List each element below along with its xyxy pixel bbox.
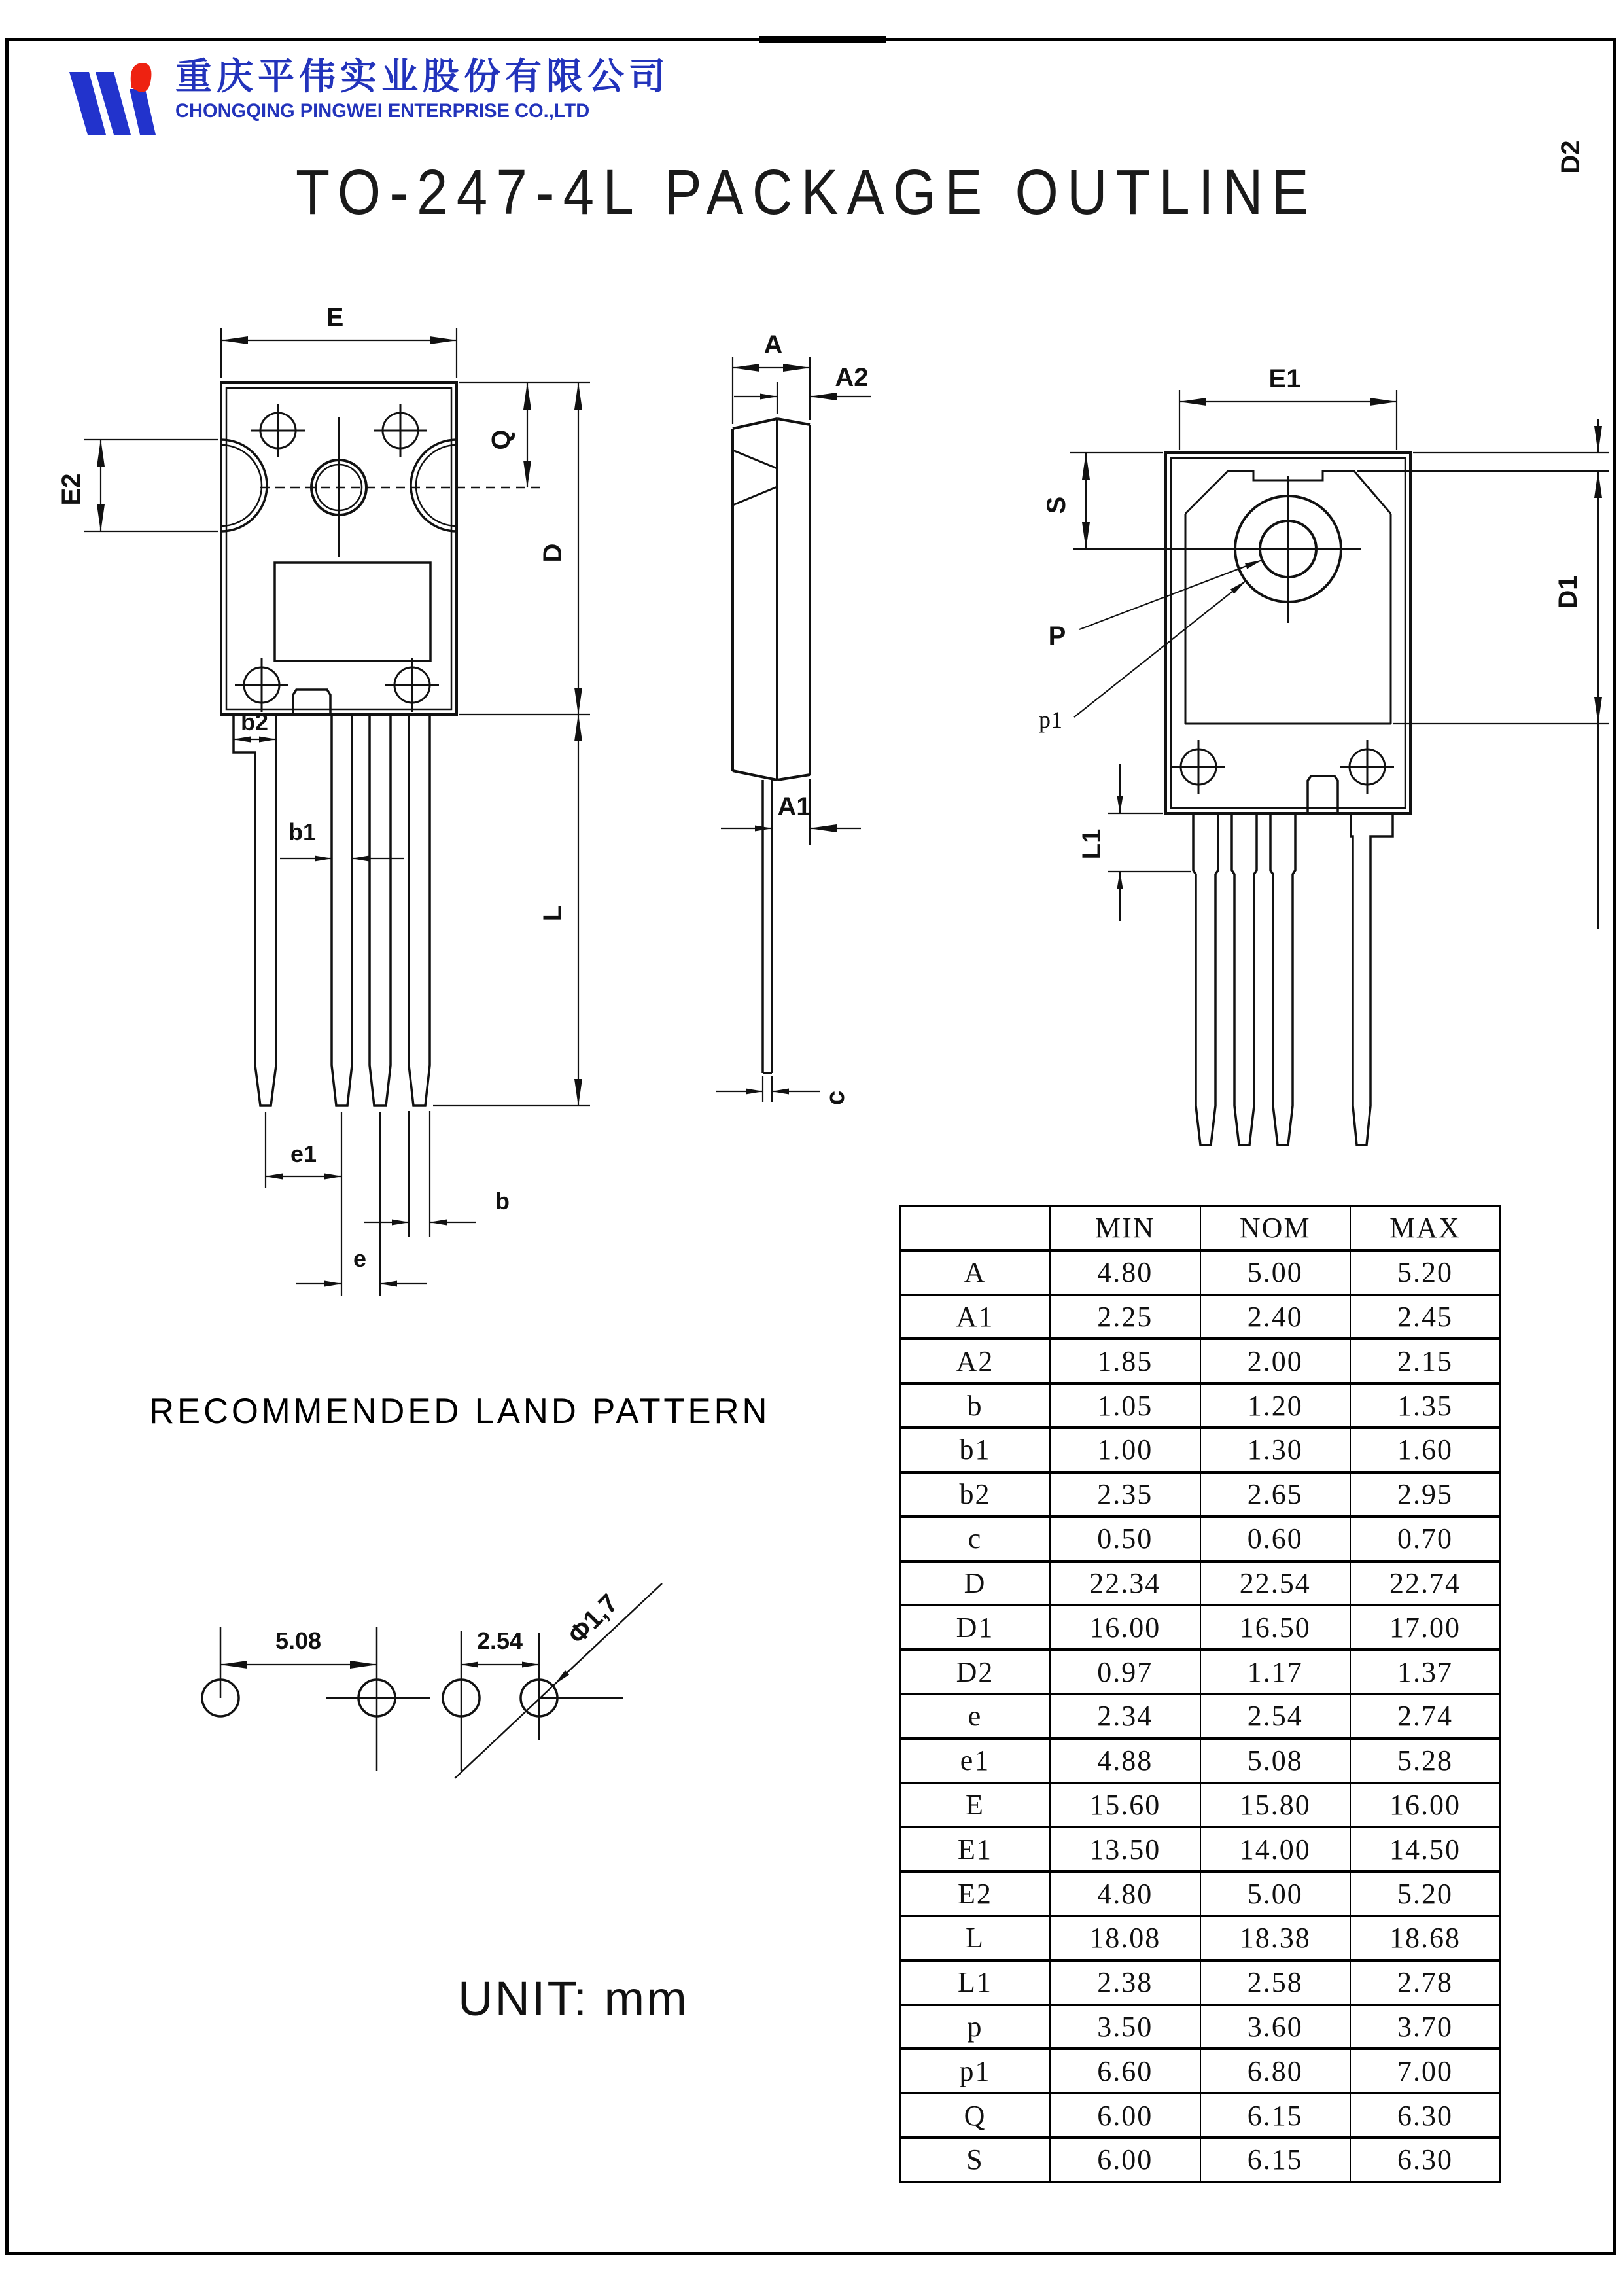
table-row [900,1694,1501,1739]
table-cell-symbol: p1 [900,2049,1051,2093]
table-cell-value: 2.40 [1200,1295,1351,1339]
table-cell-value: 16.00 [1050,1605,1200,1650]
company-name-english: CHONGQING PINGWEI ENTERPRISE CO.,LTD [175,99,590,122]
table-cell-value: 1.20 [1200,1383,1351,1428]
table-cell-value: 4.88 [1050,1739,1200,1783]
table-cell-symbol: D1 [900,1605,1051,1650]
table-cell-value: 14.50 [1350,1827,1501,1871]
table-cell-value: 4.80 [1050,1250,1200,1295]
table-cell-value: 15.60 [1050,1783,1200,1828]
table-row [900,1517,1501,1561]
table-row [900,1960,1501,2005]
table-cell-value: 4.80 [1050,1871,1200,1916]
dim-label-e1: e1 [290,1140,317,1167]
dim-label-b2: b2 [240,709,269,735]
table-row [900,1739,1501,1783]
table-row [900,1650,1501,1694]
table-cell-value: 3.60 [1200,2005,1351,2049]
dim-label-E2: E2 [57,473,86,506]
table-cell-symbol: b1 [900,1428,1051,1472]
table-cell-value: 6.30 [1350,2138,1501,2182]
table-row [900,2005,1501,2049]
table-row [900,1561,1501,1606]
table-cell-value: 5.08 [1200,1739,1351,1783]
table-row [900,1783,1501,1828]
dim-label-E1: E1 [1268,364,1301,393]
dimension-table-body [900,1250,1501,2182]
table-cell-symbol: Q [900,2093,1051,2138]
table-cell-value: 1.05 [1050,1383,1200,1428]
table-cell-value: 2.78 [1350,1960,1501,2005]
table-cell-value: 5.28 [1350,1739,1501,1783]
dim-label-b: b [495,1188,510,1214]
table-cell-value: 2.65 [1200,1472,1351,1517]
table-cell-value: 0.70 [1350,1517,1501,1561]
table-cell-value: 13.50 [1050,1827,1200,1871]
table-cell-value: 2.00 [1200,1339,1351,1383]
table-cell-value: 0.60 [1200,1517,1351,1561]
table-col-header: MIN [1050,1206,1200,1250]
unit-label: UNIT: mm [458,1971,689,2026]
table-cell-value: 18.08 [1050,1916,1200,1960]
table-cell-value: 1.60 [1350,1428,1501,1472]
table-cell-value: 22.34 [1050,1561,1200,1606]
dim-label-L: L [538,905,567,922]
dim-label-p1: p1 [1039,707,1062,733]
table-cell-symbol: e1 [900,1739,1051,1783]
table-cell-value: 1.35 [1350,1383,1501,1428]
table-cell-symbol: A1 [900,1295,1051,1339]
table-cell-value: 1.30 [1200,1428,1351,1472]
table-row [900,1827,1501,1871]
table-cell-value: 0.97 [1050,1650,1200,1694]
table-cell-symbol: b2 [900,1472,1051,1517]
table-cell-value: 6.60 [1050,2049,1200,2093]
land-pattern-pitch2-label: 2.54 [476,1627,523,1654]
dim-label-A2: A2 [835,363,869,392]
table-cell-value: 2.25 [1050,1295,1200,1339]
table-cell-symbol: L1 [900,1960,1051,2005]
dim-label-D: D [538,543,567,563]
table-cell-value: 14.00 [1200,1827,1351,1871]
table-row [900,1871,1501,1916]
table-cell-value: 2.54 [1200,1694,1351,1739]
table-cell-symbol: E2 [900,1871,1051,1916]
table-cell-value: 0.50 [1050,1517,1200,1561]
table-cell-value: 1.37 [1350,1650,1501,1694]
table-cell-value: 17.00 [1350,1605,1501,1650]
table-cell-value: 3.50 [1050,2005,1200,2049]
table-cell-value: 6.00 [1050,2093,1200,2138]
land-pattern-pitch1-label: 5.08 [275,1627,322,1654]
table-cell-value: 2.35 [1050,1472,1200,1517]
table-cell-value: 2.15 [1350,1339,1501,1383]
table-cell-symbol: L [900,1916,1051,1960]
table-row [900,2138,1501,2182]
table-cell-symbol: A2 [900,1339,1051,1383]
table-cell-value: 3.70 [1350,2005,1501,2049]
dim-label-Q: Q [487,429,515,450]
table-cell-value: 7.00 [1350,2049,1501,2093]
table-row [900,2049,1501,2093]
table-row [900,1383,1501,1428]
company-header [65,58,670,139]
side-view-drawing [716,330,871,1105]
dim-label-A: A [763,330,783,359]
table-cell-value: 2.45 [1350,1295,1501,1339]
dimension-table-head [900,1206,1501,1250]
table-row [900,1339,1501,1383]
dim-label-D2: D2 [1556,140,1585,174]
table-row [900,1295,1501,1339]
table-row [900,1428,1501,1472]
table-row [900,1250,1501,1295]
table-cell-symbol: e [900,1694,1051,1739]
dim-label-S: S [1042,496,1071,514]
table-cell-symbol: S [900,2138,1051,2182]
table-cell-value: 18.68 [1350,1916,1501,1960]
table-cell-value: 2.74 [1350,1694,1501,1739]
table-cell-value: 22.54 [1200,1561,1351,1606]
dim-label-b1: b1 [288,819,317,845]
table-cell-value: 6.00 [1050,2138,1200,2182]
table-cell-value: 16.00 [1350,1783,1501,1828]
dim-label-E: E [326,303,344,332]
table-row [900,2093,1501,2138]
table-cell-value: 22.74 [1350,1561,1501,1606]
table-cell-value: 1.85 [1050,1339,1200,1383]
table-col-header: MAX [1350,1206,1501,1250]
dim-label-c: c [821,1090,850,1106]
table-cell-value: 2.95 [1350,1472,1501,1517]
page-title: TO-247-4L PACKAGE OUTLINE [296,156,1318,228]
table-cell-value: 18.38 [1200,1916,1351,1960]
back-view-drawing [1039,140,1609,1145]
table-cell-symbol: A [900,1250,1051,1295]
table-cell-symbol: E1 [900,1827,1051,1871]
table-cell-symbol: p [900,2005,1051,2049]
company-name-chinese: 重庆平伟实业股份有限公司 [175,56,670,97]
table-cell-value: 6.15 [1200,2093,1351,2138]
table-cell-value: 15.80 [1200,1783,1351,1828]
front-view-drawing [57,303,590,1296]
dim-label-P: P [1048,622,1066,650]
table-cell-value: 6.15 [1200,2138,1351,2182]
table-cell-value: 16.50 [1200,1605,1351,1650]
table-col-header: NOM [1200,1206,1351,1250]
table-cell-symbol: c [900,1517,1051,1561]
table-cell-value: 1.00 [1050,1428,1200,1472]
table-row [900,1605,1501,1650]
table-cell-value: 6.80 [1200,2049,1351,2093]
dimension-table [899,1205,1501,2183]
table-cell-symbol: D [900,1561,1051,1606]
table-cell-value: 5.00 [1200,1250,1351,1295]
dim-label-e: e [353,1245,367,1272]
land-pattern-title: RECOMMENDED LAND PATTERN [149,1390,771,1431]
table-cell-symbol: b [900,1383,1051,1428]
table-cell-value: 5.00 [1200,1871,1351,1916]
table-cell-value: 5.20 [1350,1250,1501,1295]
table-row [900,1916,1501,1960]
dim-label-D1: D1 [1554,575,1582,609]
dim-label-A1: A1 [777,792,811,821]
table-cell-value: 2.38 [1050,1960,1200,2005]
table-cell-value: 6.30 [1350,2093,1501,2138]
company-logo-icon [65,58,164,139]
table-cell-value: 5.20 [1350,1871,1501,1916]
table-row [900,1472,1501,1517]
table-cell-value: 2.34 [1050,1694,1200,1739]
land-pattern-drawing [202,1583,662,1778]
table-cell-value: 1.17 [1200,1650,1351,1694]
land-pattern-hole-dia-label: Φ1,7 [562,1588,624,1650]
table-cell-symbol: D2 [900,1650,1051,1694]
table-cell-value: 2.58 [1200,1960,1351,2005]
dim-label-L1: L1 [1077,828,1106,860]
table-cell-symbol: E [900,1783,1051,1828]
table-col-header [900,1206,1051,1250]
